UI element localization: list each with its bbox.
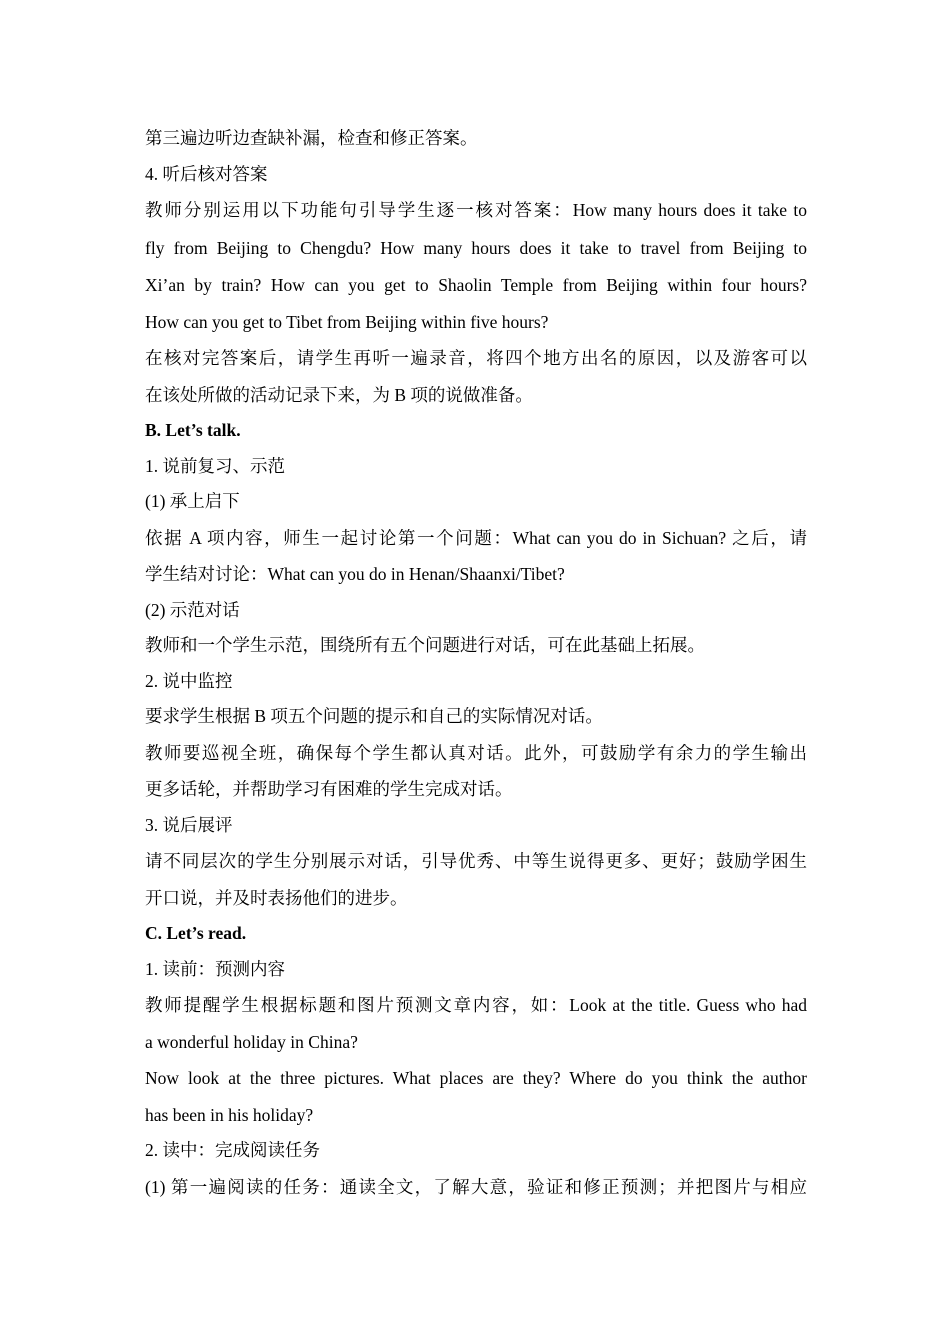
document-body [145, 121, 807, 1206]
section-heading: 1. 读前：预测内容 [145, 958, 285, 979]
text-line: 要求学生根据 B 项五个问题的提示和自己的实际情况对话。 [145, 706, 603, 726]
text-line: Now look at the three pictures. What places are they? Where do you think the author [145, 1068, 807, 1088]
section-heading: 3. 说后展评 [145, 814, 233, 835]
section-heading: 2. 说中监控 [145, 670, 233, 691]
text-line: 开口说，并及时表扬他们的进步。 [145, 887, 408, 908]
text-line: (1) 第一遍阅读的任务：通读全文，了解大意，验证和修正预测；并把图片与相应 [145, 1176, 807, 1197]
text-line: has been in his holiday? [145, 1104, 314, 1125]
text-line: 教师提醒学生根据标题和图片预测文章内容，如：Look at the title. Guess who had [145, 995, 807, 1015]
section-heading: 4. 听后核对答案 [145, 163, 268, 184]
text-line: 第三遍边听边查缺补漏，检查和修正答案。 [145, 128, 478, 148]
text-line: 教师分别运用以下功能句引导学生逐一核对答案：How many hours does it take to [145, 200, 807, 220]
text-line: 更多话轮，并帮助学习有困难的学生完成对话。 [145, 779, 513, 799]
section-heading: 1. 说前复习、示范 [145, 455, 285, 476]
text-line: 教师要巡视全班，确保每个学生都认真对话。此外，可鼓励学有余力的学生输出 [145, 742, 807, 763]
section-title-lets-talk: B. Let’s talk. [145, 420, 241, 440]
section-title-lets-read: C. Let’s read. [145, 923, 247, 943]
text-line: 学生结对讨论：What can you do in Henan/Shaanxi/Tibet? [145, 564, 565, 584]
text-line: 在核对完答案后，请学生再听一遍录音，将四个地方出名的原因，以及游客可以 [145, 348, 807, 368]
subsection-heading: (1) 承上启下 [145, 491, 240, 511]
text-line: 请不同层次的学生分别展示对话，引导优秀、中等生说得更多、更好；鼓励学困生 [145, 851, 807, 871]
text-line: How can you get to Tibet from Beijing within five hours? [145, 311, 549, 332]
text-line: 依据 A 项内容，师生一起讨论第一个问题：What can you do in Sichuan? 之后，请 [145, 527, 807, 548]
text-line: a wonderful holiday in China? [145, 1031, 358, 1052]
section-heading: 2. 读中：完成阅读任务 [145, 1140, 320, 1160]
text-line: 在该处所做的活动记录下来，为 B 项的说做准备。 [145, 384, 533, 405]
subsection-heading: (2) 示范对话 [145, 599, 240, 620]
text-line: 教师和一个学生示范，围绕所有五个问题进行对话，可在此基础上拓展。 [145, 635, 705, 655]
text-line: Xi’an by train? How can you get to Shaolin Temple from Beijing within four hours? [145, 275, 807, 295]
text-line: fly from Beijing to Chengdu? How many hours does it take to travel from Beijing to [145, 237, 807, 258]
